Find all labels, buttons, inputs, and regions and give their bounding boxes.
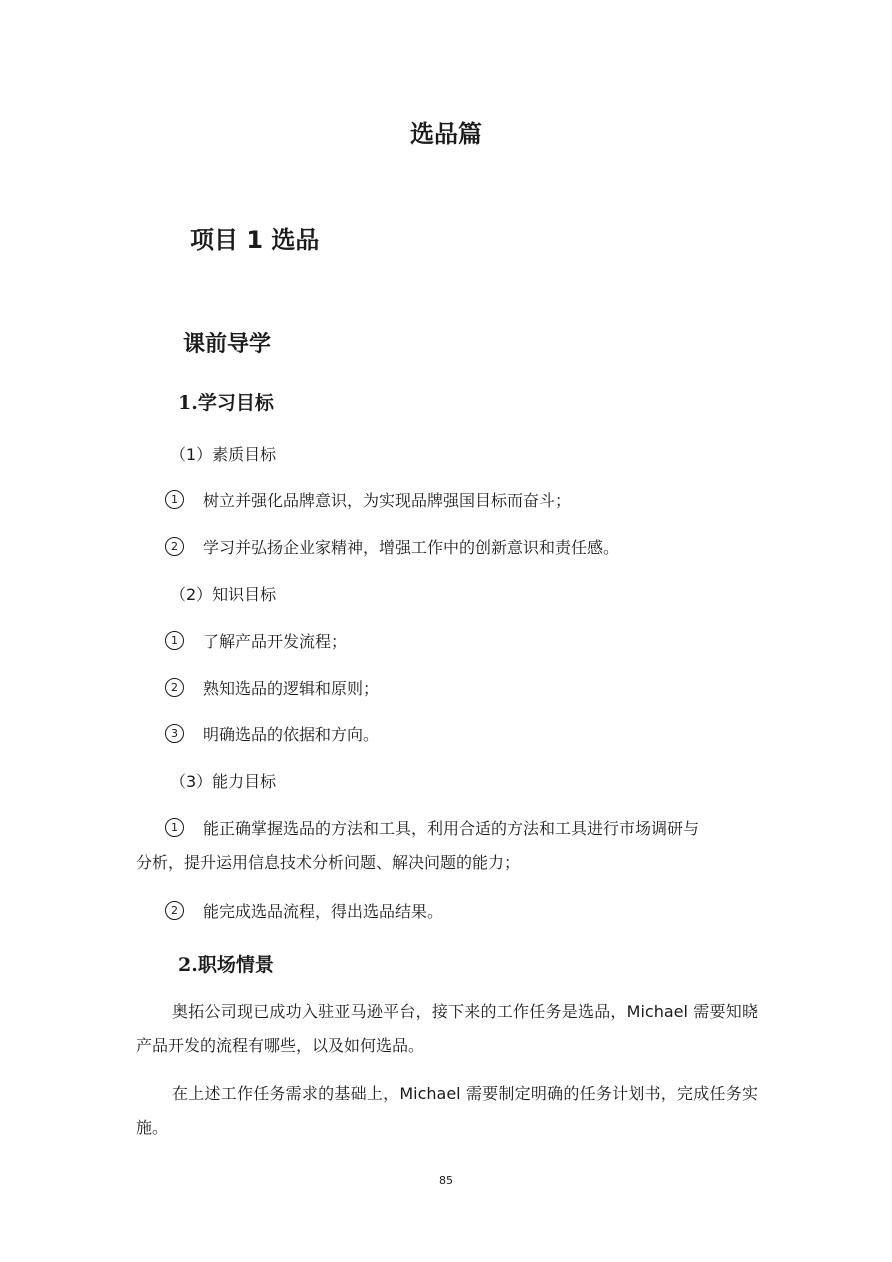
list-item-text: 了解产品开发流程； bbox=[203, 632, 348, 651]
quality-goals-heading: （1）素质目标 bbox=[170, 445, 277, 464]
section-title: 课前导学 bbox=[183, 332, 272, 357]
list-item-text: 能完成选品流程，得出选品结果。 bbox=[203, 902, 444, 921]
list-item-text: 学习并弘扬企业家精神，增强工作中的创新意识和责任感。 bbox=[203, 538, 620, 557]
list-item-continuation: 分析，提升运用信息技术分析问题、解决问题的能力； bbox=[136, 853, 521, 872]
learning-goals-heading: 1.学习目标 bbox=[178, 392, 274, 414]
list-item bbox=[165, 816, 699, 839]
list-item bbox=[165, 899, 443, 922]
workplace-paragraph: 在上述工作任务需求的基础上，Michael 需要制定明确的任务计划书，完成任务实施。 bbox=[136, 1084, 758, 1137]
circled-number: 1 bbox=[165, 631, 184, 650]
list-item bbox=[165, 676, 379, 699]
knowledge-goals-heading: （2）知识目标 bbox=[170, 585, 277, 604]
circled-number: 2 bbox=[165, 537, 184, 556]
list-item bbox=[165, 535, 619, 558]
circled-number: 2 bbox=[165, 678, 184, 697]
page-number: 85 bbox=[439, 1174, 453, 1187]
ability-goals-heading: （3）能力目标 bbox=[170, 772, 277, 791]
circled-number: 1 bbox=[165, 490, 184, 509]
circled-number: 1 bbox=[165, 818, 184, 837]
list-item-text: 能正确掌握选品的方法和工具，利用合适的方法和工具进行市场调研与 bbox=[203, 819, 700, 838]
list-item-text: 熟知选品的逻辑和原则； bbox=[203, 679, 380, 698]
part-title: 选品篇 bbox=[410, 120, 482, 148]
project-title: 项目 1 选品 bbox=[190, 226, 320, 254]
list-item-text: 明确选品的依据和方向。 bbox=[203, 725, 380, 744]
list-item bbox=[165, 722, 379, 745]
workplace-heading: 2.职场情景 bbox=[178, 954, 274, 976]
list-item bbox=[165, 629, 347, 652]
circled-number: 3 bbox=[165, 724, 184, 743]
circled-number: 2 bbox=[165, 901, 184, 920]
list-item-text: 树立并强化品牌意识，为实现品牌强国目标而奋斗； bbox=[203, 491, 572, 510]
list-item bbox=[165, 488, 571, 511]
workplace-paragraph: 奥拓公司现已成功入驻亚马逊平台，接下来的工作任务是选品，Michael 需要知晓产品开发的流程有哪些，以及如何选品。 bbox=[136, 1002, 758, 1055]
